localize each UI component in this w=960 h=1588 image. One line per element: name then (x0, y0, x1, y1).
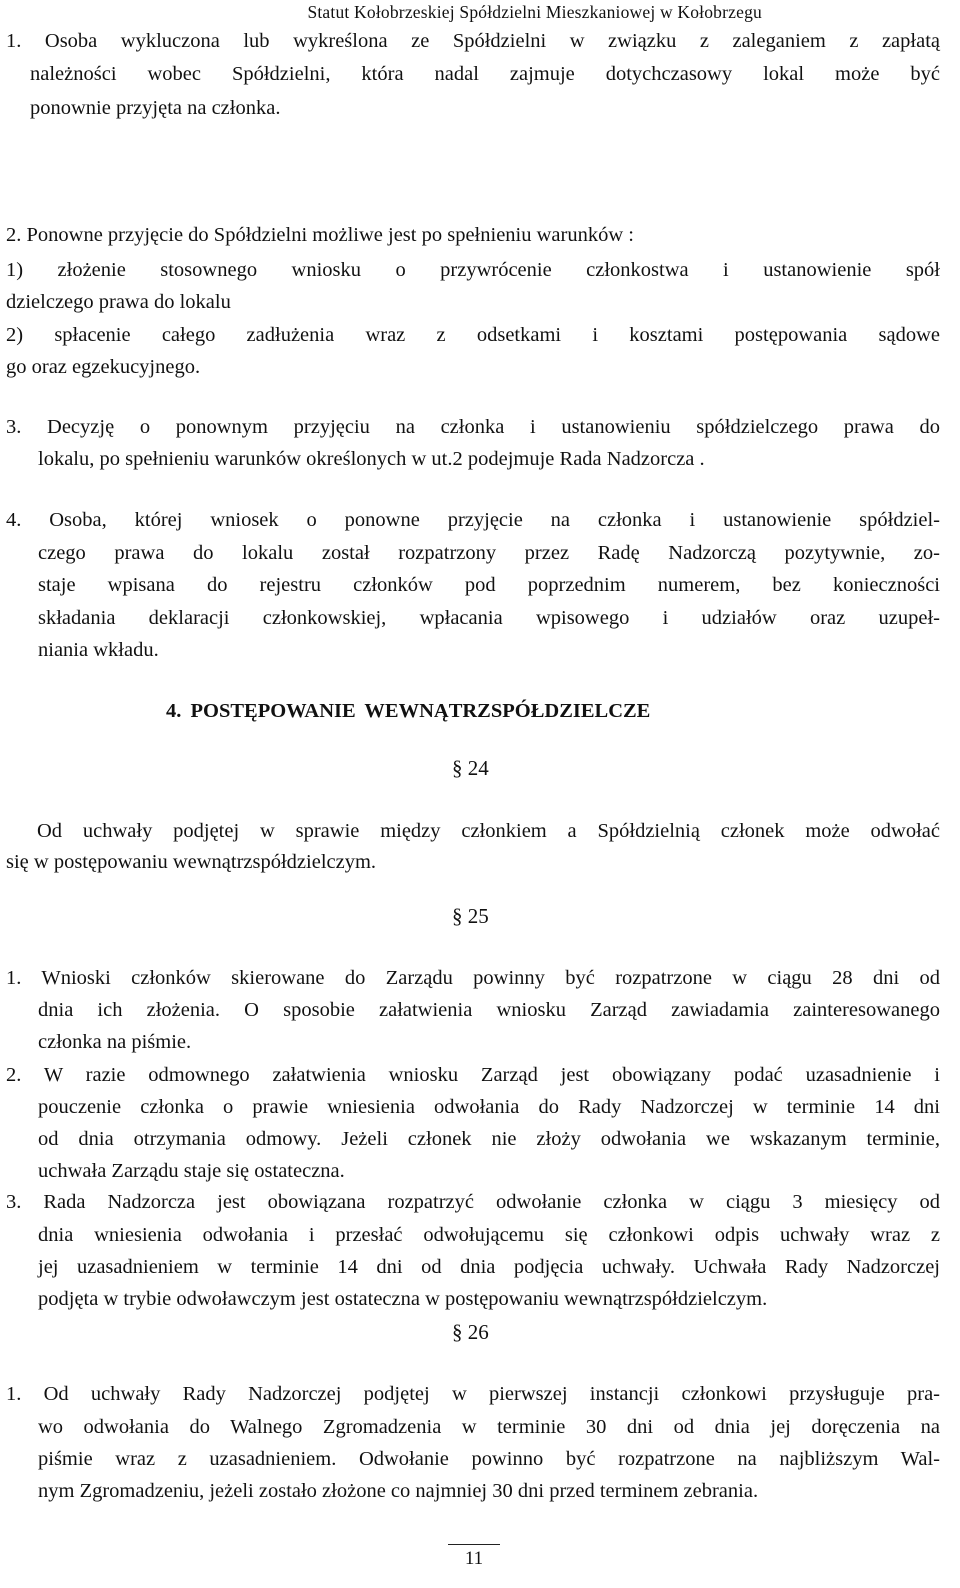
body-line: 1. Od uchwały Rady Nadzorczej podjętej w pierwszej instancji członkowi przysługuje pra- (6, 1383, 940, 1405)
page-number: 11 (448, 1544, 500, 1570)
body-line: ponownie przyjęta na członka. (30, 97, 281, 119)
body-line: się w postępowaniu wewnątrzspółdzielczym. (6, 851, 377, 873)
body-line: go oraz egzekucyjnego. (6, 356, 201, 378)
body-line: lokalu, po spełnieniu warunków określonych w ut.2 podejmuje Rada Nadzorcza . (38, 448, 705, 470)
chapter-heading: 4. POSTĘPOWANIE WEWNĄTRZSPÓŁDZIELCZE (166, 700, 651, 722)
section-number: § 26 (452, 1320, 489, 1344)
body-line: podjęta w trybie odwoławczym jest ostateczna w postępowaniu wewnątrzspółdzielczym. (38, 1288, 768, 1310)
body-line: dnia ich złożenia. O sposobie załatwienia wniosku Zarząd zawiadamia zainteresowanego (38, 999, 940, 1021)
body-line: składania deklaracji członkowskiej, wpłacania wpisowego i udziałów oraz uzupeł- (38, 607, 940, 629)
running-header: Statut Kołobrzeskiej Spółdzielni Mieszkaniowej w Kołobrzegu (307, 2, 762, 22)
section-number: § 24 (452, 756, 489, 780)
body-line: 3. Decyzję o ponownym przyjęciu na członka i ustanowieniu spółdzielczego prawa do (6, 416, 940, 438)
body-line: wo odwołania do Walnego Zgromadzenia w terminie 30 dni od dnia jej doręczenia na (38, 1416, 940, 1438)
body-line: uchwała Zarządu staje się ostateczna. (38, 1160, 345, 1182)
body-line: 2. W razie odmownego załatwienia wniosku Zarząd jest obowiązany podać uzasadnienie i (6, 1064, 940, 1086)
body-line: pouczenie członka o prawie wniesienia odwołania do Rady Nadzorczej w terminie 14 dni (38, 1096, 940, 1118)
body-line: 1. Osoba wykluczona lub wykreślona ze Spółdzielni w związku z zaleganiem z zapłatą (6, 30, 940, 52)
body-line: Od uchwały podjętej w sprawie między członkiem a Spółdzielnią członek może odwołać (37, 820, 940, 842)
body-line: niania wkładu. (38, 639, 159, 661)
body-line: 4. Osoba, której wniosek o ponowne przyjęcie na członka i ustanowienie spółdziel- (6, 509, 940, 531)
body-line: 3. Rada Nadzorcza jest obowiązana rozpatrzyć odwołanie członka w ciągu 3 miesięcy od (6, 1191, 940, 1213)
body-line: nym Zgromadzeniu, jeżeli zostało złożone co najmniej 30 dni przed terminem zebrania. (38, 1480, 759, 1502)
body-line: od dnia otrzymania odmowy. Jeżeli członek nie złoży odwołania we wskazanym terminie, (38, 1128, 940, 1150)
body-line: czego prawa do lokalu został rozpatrzony przez Radę Nadzorczą pozytywnie, zo- (38, 542, 940, 564)
body-line: członka na piśmie. (38, 1031, 192, 1053)
body-line: należności wobec Spółdzielni, która nadal zajmuje dotychczasowy lokal może być (30, 63, 940, 85)
section-number: § 25 (452, 904, 489, 928)
body-line: jej uzasadnieniem w terminie 14 dni od dnia podjęcia uchwały. Uchwała Rady Nadzorczej (38, 1256, 940, 1278)
body-line: staje wpisana do rejestru członków pod poprzednim numerem, bez konieczności (38, 574, 940, 596)
body-line: 1. Wnioski członków skierowane do Zarządu powinny być rozpatrzone w ciągu 28 dni od (6, 967, 940, 989)
body-line: 1) złożenie stosownego wniosku o przywrócenie członkostwa i ustanowienie spół (6, 259, 940, 281)
body-line: piśmie wraz z uzasadnieniem. Odwołanie powinno być rozpatrzone na najbliższym Wal- (38, 1448, 940, 1470)
body-line: dnia wniesienia odwołania i przesłać odwołującemu się członkowi odpis uchwały wraz z (38, 1224, 940, 1246)
body-line: 2) spłacenie całego zadłużenia wraz z odsetkami i kosztami postępowania sądowe (6, 324, 940, 346)
body-line: 2. Ponowne przyjęcie do Spółdzielni możliwe jest po spełnieniu warunków : (6, 224, 634, 246)
body-line: dzielczego prawa do lokalu (6, 291, 231, 313)
